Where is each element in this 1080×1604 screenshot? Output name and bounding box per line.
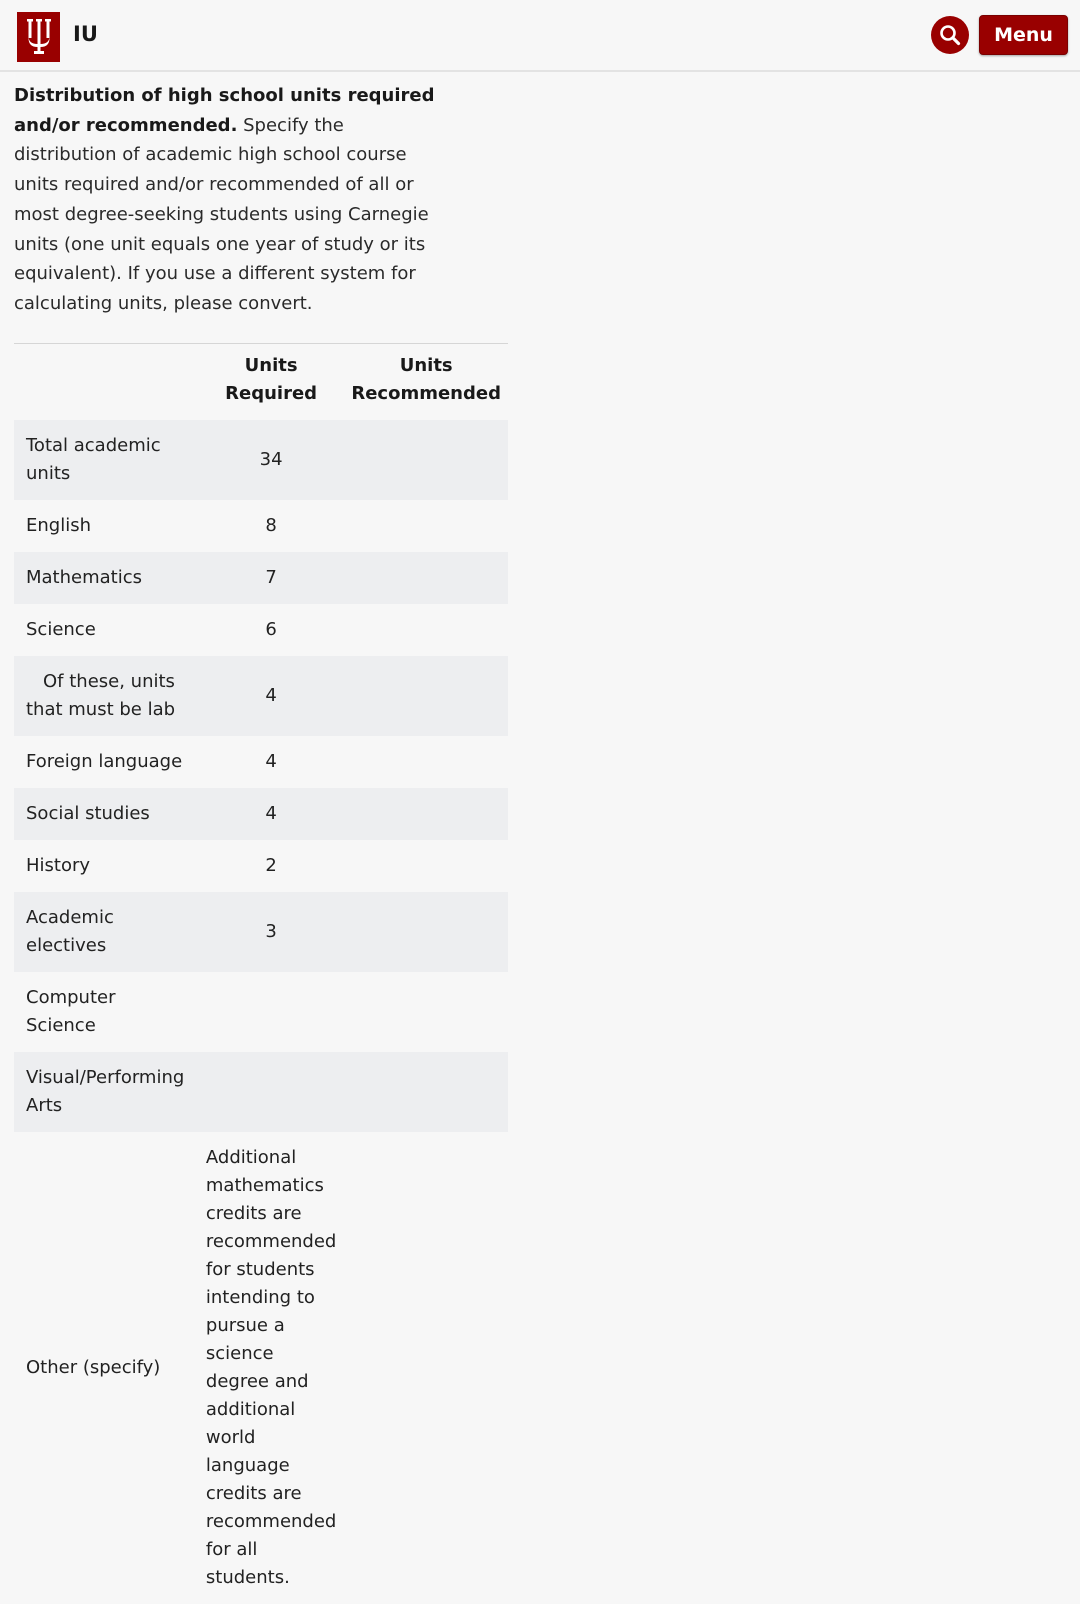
row-units-recommended	[344, 420, 508, 500]
row-units-recommended	[344, 552, 508, 604]
row-subject: Mathematics	[14, 552, 198, 604]
brand-name[interactable]: IU	[73, 22, 98, 46]
iu-trident-logo[interactable]	[17, 12, 60, 62]
row-subject: Other (specify)	[26, 1357, 161, 1378]
row-units-required: 2	[265, 855, 277, 876]
row-units-recommended	[344, 604, 508, 656]
menu-button[interactable]: Menu	[979, 15, 1068, 55]
row-units-required: 7	[198, 552, 344, 604]
table-row	[14, 972, 508, 1052]
table-row	[14, 656, 508, 736]
intro-text: Specify the distribution of academic high school course units required and/or recommended of all or most degree-seeking students using Carnegie units (one unit equals one year of study or its equivalent). If you use a different system for calculating units, please convert.	[14, 114, 429, 314]
table-row	[14, 1132, 508, 1604]
row-units-required: 4	[198, 788, 344, 840]
row-subject: English	[26, 515, 91, 536]
units-table	[14, 344, 508, 1604]
search-icon	[938, 23, 962, 47]
row-units-recommended	[344, 788, 508, 840]
row-units-recommended	[344, 892, 508, 972]
table-row	[14, 788, 508, 840]
row-units-required	[198, 972, 344, 1052]
row-units-required: 8	[265, 515, 277, 536]
row-units-required: 4	[198, 656, 344, 736]
table-row	[14, 420, 508, 500]
header-units-recommended: Units Recommended	[351, 355, 501, 404]
trident-icon	[24, 17, 54, 57]
header-subject	[14, 344, 198, 420]
row-units-recommended	[344, 736, 508, 788]
row-units-recommended	[344, 656, 508, 736]
row-units-recommended	[344, 1052, 508, 1132]
row-units-required	[198, 1052, 344, 1132]
table-row	[14, 500, 508, 552]
row-subject	[14, 656, 198, 736]
row-subject: Academic electives	[14, 892, 198, 972]
header-units-required: Units Required	[225, 355, 318, 404]
table-header-row	[14, 344, 508, 420]
site-header	[0, 0, 1080, 72]
row-units-required: 4	[265, 751, 277, 772]
row-subject: Science	[26, 619, 96, 640]
table-row	[14, 736, 508, 788]
row-subject: Computer Science	[26, 987, 116, 1036]
table-row	[14, 892, 508, 972]
row-subject: Visual/Performing Arts	[14, 1052, 198, 1132]
table-row	[14, 604, 508, 656]
row-units-recommended	[344, 972, 508, 1052]
search-button[interactable]	[931, 16, 969, 54]
row-units-required-text: Additional mathematics credits are recommended for students intending to pursue a science degree and additional world language credits are recommended for all students.	[205, 1147, 337, 1588]
row-units-recommended	[344, 840, 508, 892]
table-row	[14, 1052, 508, 1132]
row-subject: Foreign language	[26, 751, 183, 772]
table-row	[14, 840, 508, 892]
row-units-recommended	[344, 1132, 508, 1604]
row-subject: History	[26, 855, 91, 876]
intro-heading: Distribution of high school units required and/or recommended.	[14, 85, 435, 136]
table-row	[14, 552, 508, 604]
row-units-recommended	[344, 500, 508, 552]
row-units-required: 6	[265, 619, 277, 640]
row-units-required: 34	[198, 420, 344, 500]
row-subject-indented: Of these, units that must be lab	[26, 671, 176, 720]
row-units-required: 3	[198, 892, 344, 972]
intro-paragraph	[14, 81, 442, 319]
row-subject: Total academic units	[14, 420, 198, 500]
row-subject: Social studies	[14, 788, 198, 840]
